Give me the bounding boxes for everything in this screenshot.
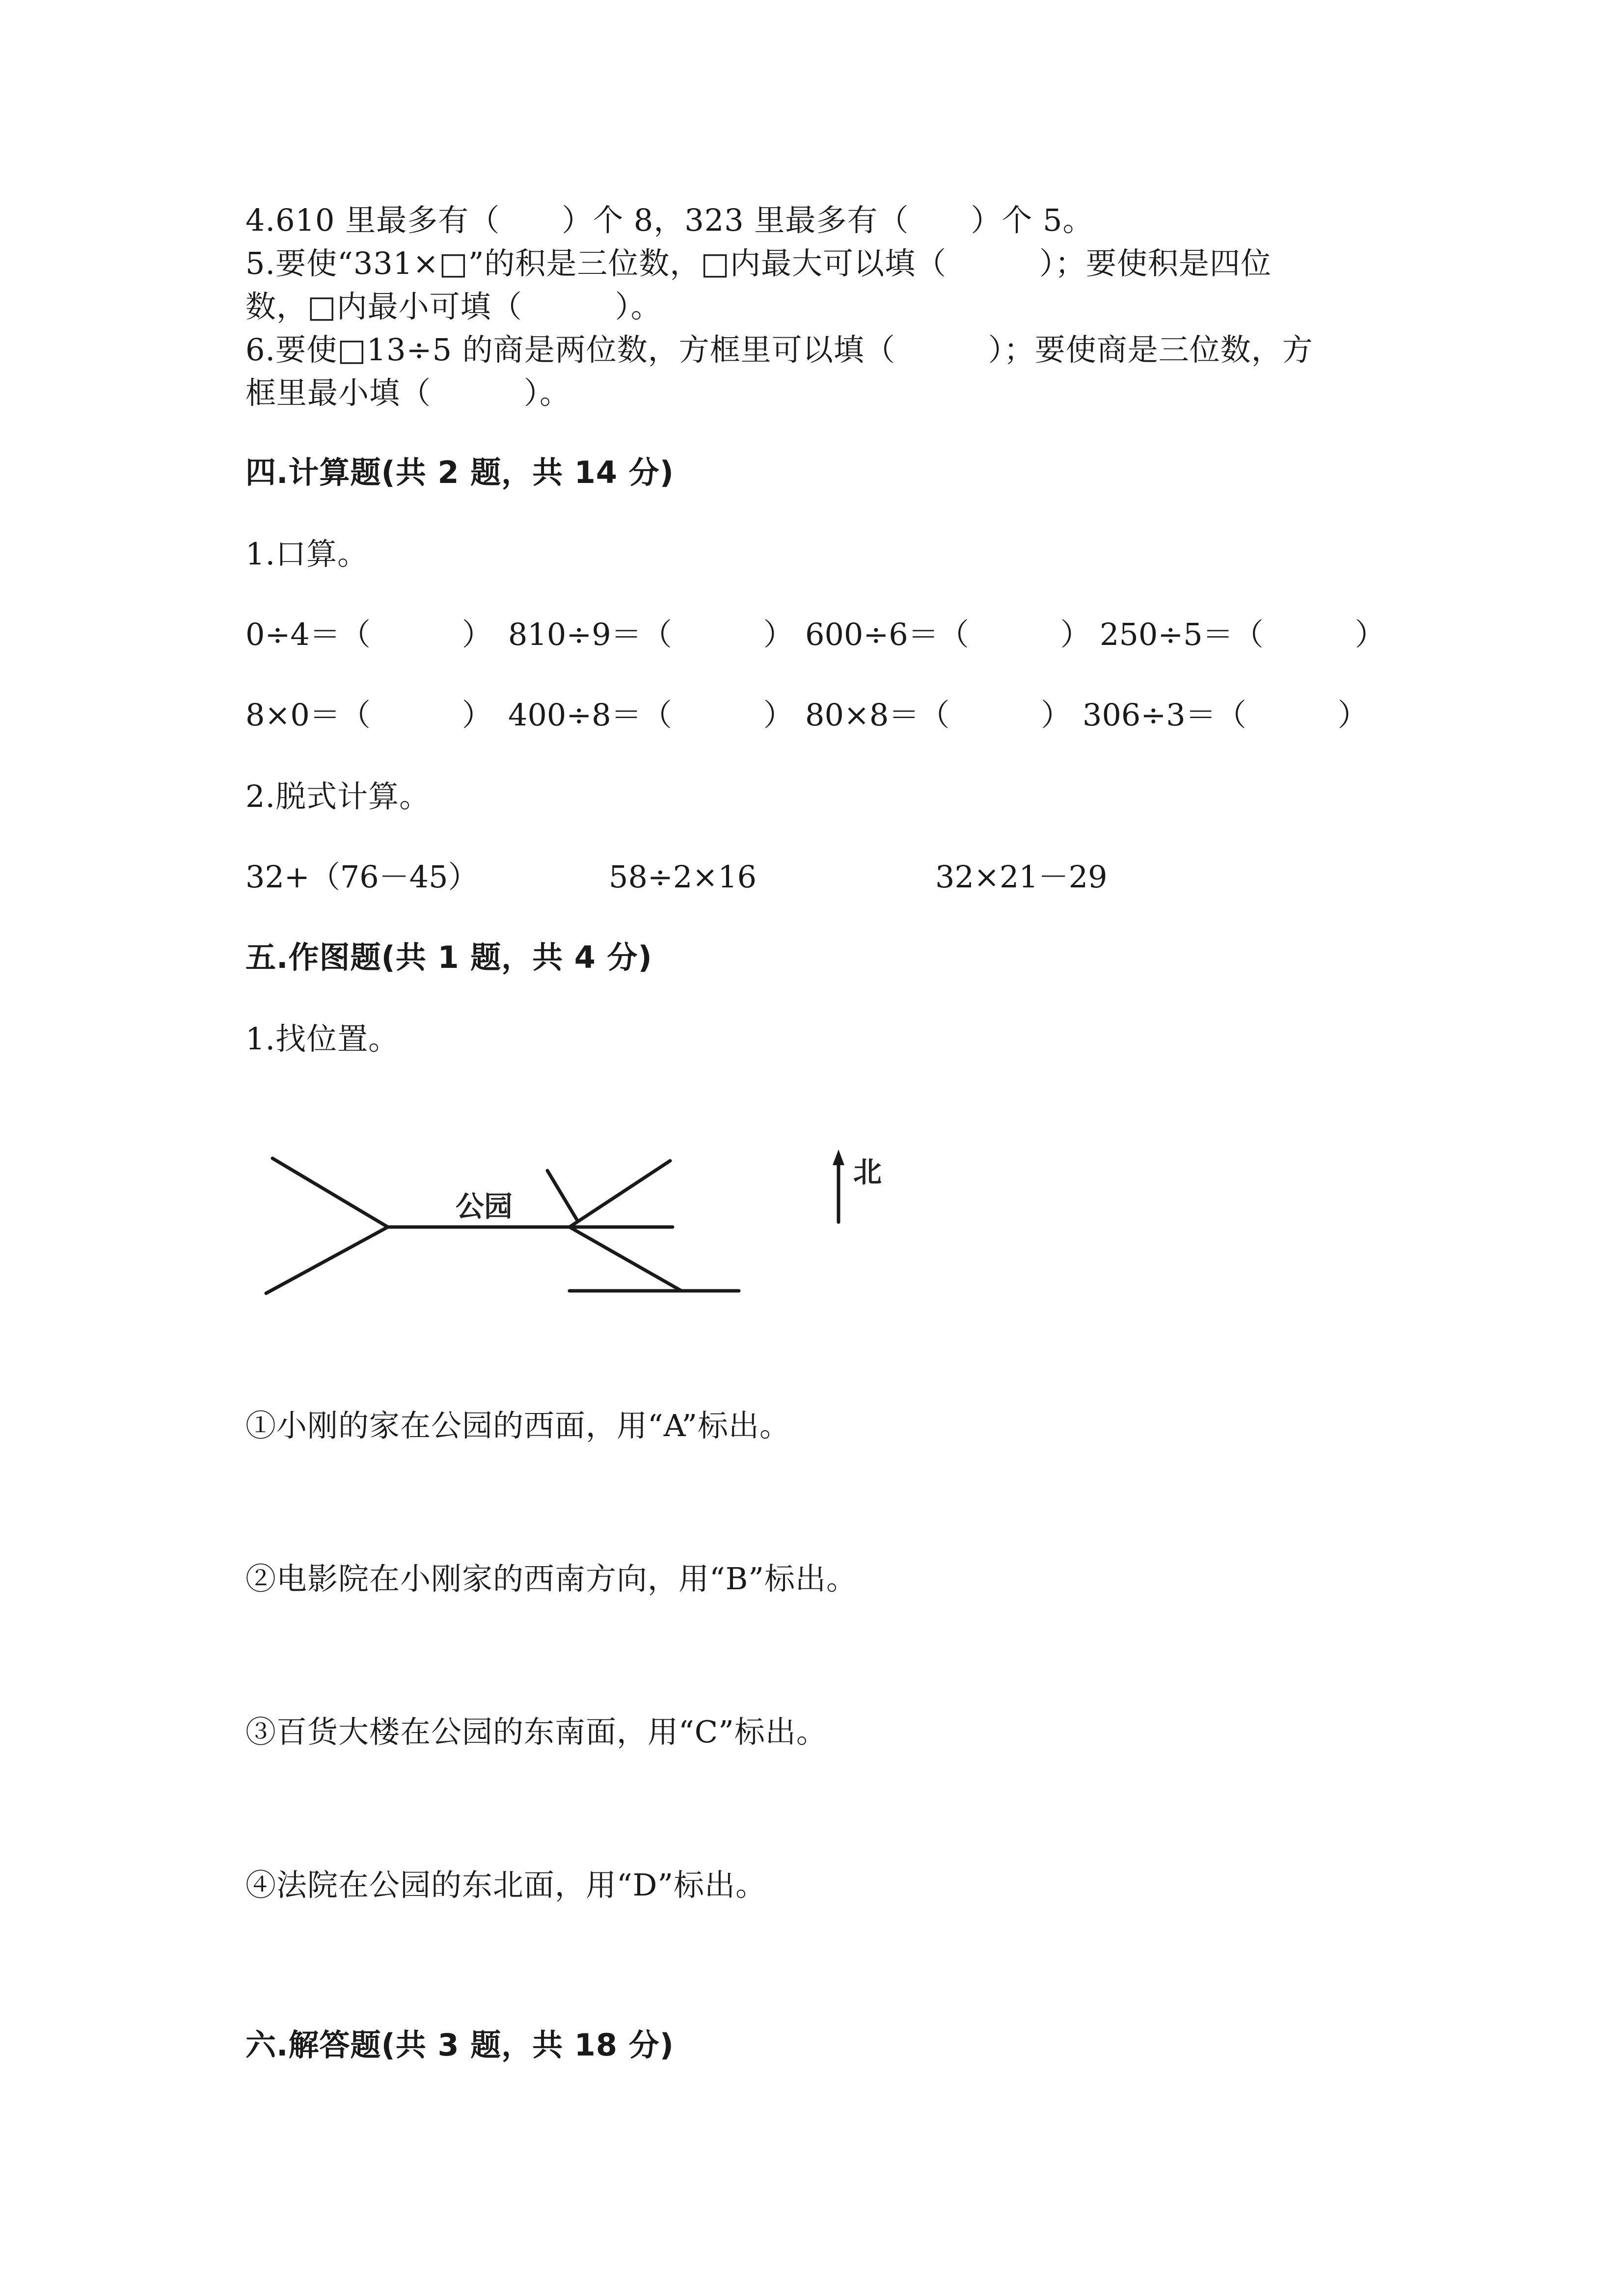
section-5-title: 五.作图题(共 1 题，共 4 分) [245, 939, 652, 975]
mental-math-item: 306÷3＝（ ） [1083, 697, 1368, 733]
map-label-park: 公园 [456, 1190, 513, 1223]
map-road [266, 1227, 388, 1293]
section-5-item-3: ③百货大楼在公园的东南面，用“C”标出。 [245, 1714, 827, 1750]
position-map [255, 1144, 943, 1320]
mental-math-item: 0÷4＝（ ） [245, 616, 492, 652]
section-5-item-2: ②电影院在小刚家的西南方向，用“B”标出。 [245, 1561, 857, 1597]
section-4-q1-title: 1.口算。 [245, 536, 369, 572]
map-road [569, 1227, 681, 1291]
section-4-q2-title: 2.脱式计算。 [245, 778, 431, 814]
question-6-line-2: 框里最小填（ ）。 [245, 375, 571, 411]
north-arrow-icon [833, 1149, 844, 1165]
mental-math-item: 810÷9＝（ ） [508, 616, 794, 652]
mental-math-item: 8×0＝（ ） [245, 697, 492, 733]
map-label-north: 北 [853, 1155, 882, 1189]
question-5-line-2: 数，□内最小可填（ ）。 [245, 289, 662, 324]
step-calc-item: 32×21－29 [935, 859, 1108, 895]
question-6-line-1: 6.要使□13÷5 的商是两位数，方框里可以填（ ）；要使商是三位数，方 [245, 332, 1313, 368]
map-road [272, 1158, 388, 1227]
step-calc-item: 58÷2×16 [609, 859, 757, 895]
section-5-item-4: ④法院在公园的东北面，用“D”标出。 [245, 1867, 767, 1903]
map-road [569, 1161, 670, 1227]
step-calc-item: 32+（76－45） [245, 859, 479, 895]
question-4: 4.610 里最多有（ ）个 8，323 里最多有（ ）个 5。 [245, 202, 1094, 238]
mental-math-item: 400÷8＝（ ） [508, 697, 794, 733]
section-5-q1-title: 1.找位置。 [245, 1021, 400, 1057]
map-road [547, 1171, 577, 1220]
question-5-line-1: 5.要使“331×□”的积是三位数，□内最大可以填（ ）；要使积是四位 [245, 245, 1272, 281]
section-6-title: 六.解答题(共 3 题，共 18 分) [245, 2027, 674, 2063]
section-4-title: 四.计算题(共 2 题，共 14 分) [245, 454, 674, 490]
mental-math-item: 600÷6＝（ ） [805, 616, 1091, 652]
mental-math-item: 250÷5＝（ ） [1100, 616, 1385, 652]
mental-math-item: 80×8＝（ ） [805, 697, 1072, 733]
section-5-item-1: ①小刚的家在公园的西面，用“A”标出。 [245, 1408, 791, 1443]
